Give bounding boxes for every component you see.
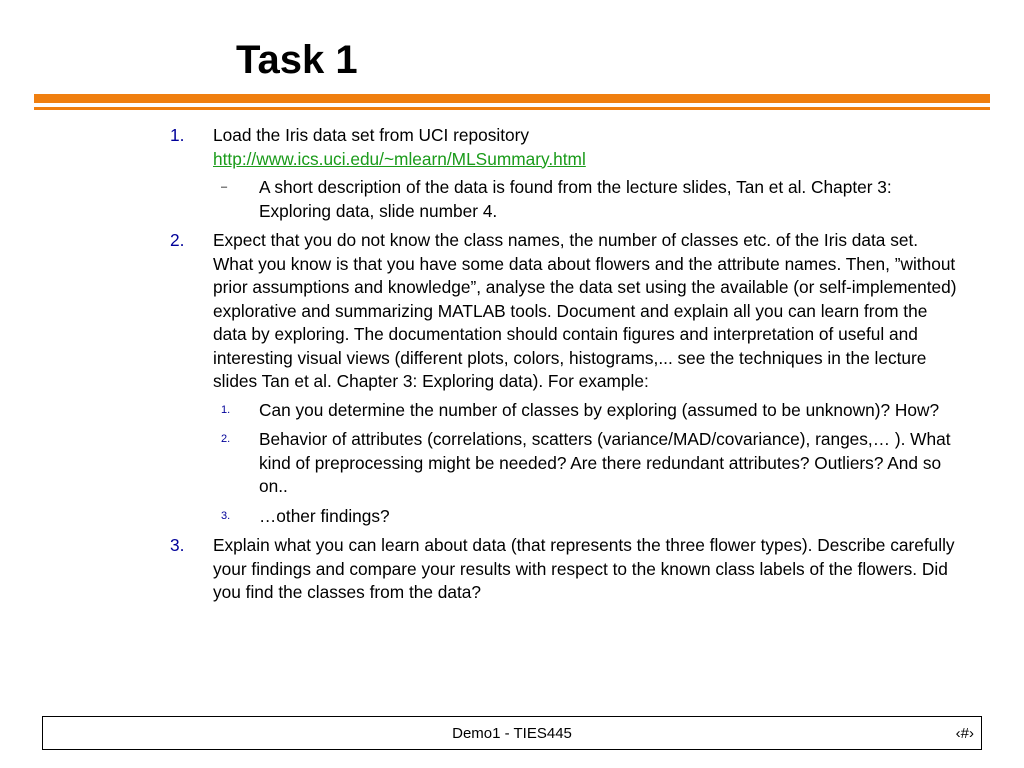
list-item-1 [170,124,960,171]
title-divider-thick [34,94,990,103]
title-divider-thin [34,107,990,110]
sub-item-text: Behavior of attributes (correlations, scatters (variance/MAD/covariance), ranges,… ). What kind of preprocessing might be needed? Are there redundant attributes? Outliers? And so on.. [259,429,951,496]
sub-item-text: Can you determine the number of classes by exploring (assumed to be unknown)? How? [259,399,940,420]
sub-item-text: A short description of the data is found from the lecture slides, Tan et al. Chapter 3: Exploring data, slide number 4. [259,177,892,221]
sub-item-marker: 1. [221,403,231,416]
item-number: 1. [170,125,185,145]
sub-item-2-1 [170,399,960,423]
slide-footer [42,716,982,750]
sub-item-marker: – [221,181,228,193]
uci-repository-link[interactable]: http://www.ics.uci.edu/~mlearn/MLSummary.html [213,148,586,169]
sub-item-marker: 2. [221,433,231,445]
sub-item-text: …other findings? [259,505,390,526]
item-number: 2. [170,230,185,250]
list-item-2 [170,229,960,394]
item-text: Explain what you can learn about data (that represents the three flower types). Describe carefully your findings and compare your results with respect to the known class labels of the flowers. Did you find the classes from the data? [213,535,955,602]
list-item-3 [170,534,960,605]
sub-item-1-1 [170,176,960,223]
item-text: Load the Iris data set from UCI repository [213,125,529,145]
slide-body [170,124,960,610]
item-text: Expect that you do not know the class names, the number of classes etc. of the Iris data set. What you know is that you have some data about flowers and the attribute names. Then, ”without prior assumptions and knowledge”, analyse the data set using the available (or self-implemented) explorative and summarizing MATLAB tools. Document and explain all you can learn from the data by exploring. The documentation should contain figures and interpretation of useful and interesting visual views (different plots, colors, histograms,... see the techniques in the lecture slides Tan et al. Chapter 3: Exploring data). For example: [213,230,957,391]
sub-item-marker: 3. [221,509,231,522]
footer-text: Demo1 - TIES445 [452,725,572,742]
item-number: 3. [170,535,185,555]
sub-item-2-2 [170,428,960,499]
sub-item-2-3 [170,505,960,529]
page-number: ‹#› [955,725,974,742]
slide-title: Task 1 [236,38,358,82]
